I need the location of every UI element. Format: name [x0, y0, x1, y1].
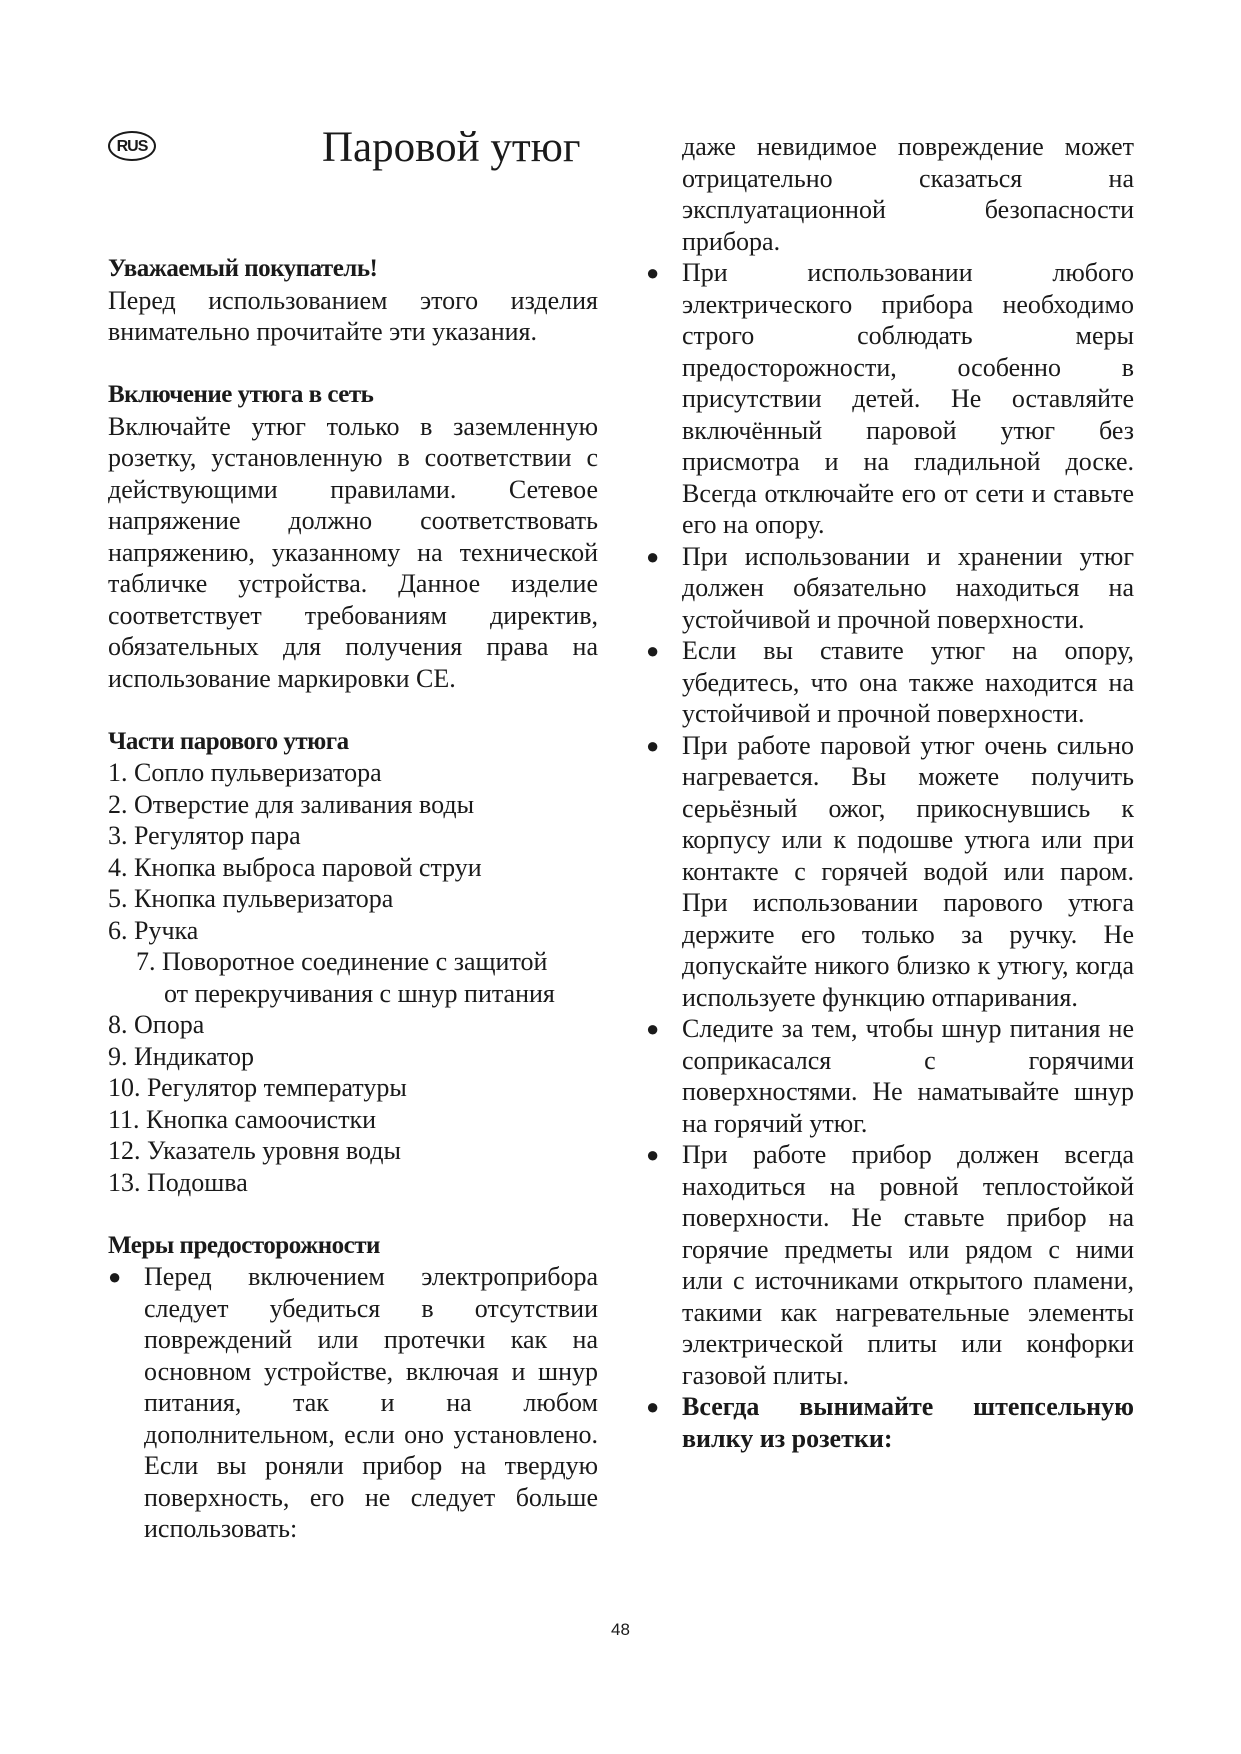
bullet-icon: ● — [646, 260, 660, 285]
safety-bullet-text: Всегда вынимайте штепсельную вилку из розетки: — [682, 1392, 1134, 1453]
bullet-icon: ● — [646, 1394, 660, 1419]
bullet-icon: ● — [646, 543, 660, 569]
safety-bullet-text: Если вы ставите утюг на опору, убедитесь, что она также находится на устойчивой и прочной поверхности. — [682, 636, 1134, 728]
bullet-continuation: даже невидимое повреждение может отрицательно сказаться на эксплуатационной безопасности прибора. — [682, 132, 1134, 256]
safety-heading: Меры предосторожности — [108, 1231, 380, 1259]
safety-bullet-item-bold — [646, 1391, 1134, 1454]
safety-bullet-text: При работе паровой утюг очень сильно нагревается. Вы можете получить серьёзный ожог, прикоснувшись к корпусу или к подошве утюга или при контакте с горячей водой или паром. При использовании парового утюга держите его только за ручку. Не допускайте никого близко к утюгу, когда используете функцию отпаривания. — [682, 730, 1134, 1012]
greeting-heading: Уважаемый покупатель! — [108, 255, 378, 282]
page-number: 48 — [611, 1620, 630, 1639]
safety-bullet-text: Перед включением электроприбора следует убедиться в отсутствии повреждений или протечки как на основном устройстве, включая и шнур питания, так и на любом дополнительном, если оно установлено. Если вы роняли прибор на твердую поверхность, его не следует больше использовать: — [144, 1262, 598, 1543]
bullet-icon: ● — [646, 638, 660, 663]
parts-heading: Части парового утюга — [108, 727, 349, 755]
safety-list-start — [108, 1261, 598, 1545]
safety-bullet-item — [646, 730, 1134, 1014]
left-column — [108, 253, 598, 1545]
greeting-text: Перед использованием этого изделия внимательно прочитайте эти указания. — [108, 285, 598, 346]
parts-list-item: 7. Поворотное соединение с защитой от перекручивания с шнур питания — [136, 947, 555, 1008]
parts-list-item: 11. Кнопка самоочистки — [108, 1104, 377, 1134]
safety-bullet-text: При использовании любого электрического прибора необходимо строго соблюдать меры предосторожности, особенно в присутствии детей. Не оставляйте включённый паровой утюг без присмотра и на гладильной доске. Всегда отключайте его от сети и ставьте его на опору. — [682, 258, 1134, 539]
parts-list — [108, 757, 598, 1198]
safety-bullet-text: При использовании и хранении утюг должен обязательно находиться на устойчивой и прочной поверхности. — [682, 541, 1134, 634]
parts-list-item: 1. Сопло пульверизатора — [108, 758, 382, 787]
safety-bullet-item — [646, 1139, 1134, 1391]
right-column — [646, 131, 1134, 1454]
safety-bullet-item — [646, 635, 1134, 730]
page-title: Паровой утюг — [322, 124, 581, 171]
language-badge: RUS — [108, 131, 156, 161]
power-text: Включайте утюг только в заземленную розетку, установленную в соответствии с действующими правилами. Сетевое напряжение должно соответствовать напряжению, указанному на технической табличке устройства. Данное изделие соответствует требованиям директив, обязательных для получения права на использование маркировки CE. — [108, 411, 598, 693]
parts-list-item: 12. Указатель уровня воды — [108, 1136, 401, 1165]
safety-bullet-item — [646, 1013, 1134, 1139]
parts-list-item: 3. Регулятор пара — [108, 821, 301, 850]
safety-bullet-text: Следите за тем, чтобы шнур питания не соприкасался с горячими поверхностями. Не наматывайте шнур на горячий утюг. — [682, 1014, 1134, 1138]
bullet-icon: ● — [646, 1142, 660, 1167]
parts-list-item: 10. Регулятор температуры — [108, 1073, 407, 1102]
safety-bullet-item — [646, 257, 1134, 541]
parts-list-item: 13. Подошва — [108, 1167, 248, 1197]
safety-list — [646, 257, 1134, 1454]
safety-bullet-item — [646, 541, 1134, 636]
parts-list-item: 8. Опора — [108, 1010, 205, 1039]
parts-list-item: 4. Кнопка выброса паровой струи — [108, 852, 482, 882]
parts-list-item: 9. Индикатор — [108, 1041, 254, 1071]
parts-list-item: 6. Ручка — [108, 915, 199, 945]
parts-list-item: 2. Отверстие для заливания воды — [108, 789, 475, 819]
bullet-icon: ● — [646, 1016, 660, 1041]
power-heading: Включение утюга в сеть — [108, 381, 374, 408]
bullet-icon: ● — [646, 732, 660, 758]
parts-list-item: 5. Кнопка пульверизатора — [108, 884, 394, 913]
safety-bullet-text: При работе прибор должен всегда находиться на ровной теплостойкой поверхности. Не ставьте прибор на горячие предметы или рядом с ними или с источниками открытого пламени, такими как нагревательные элементы электрической плиты или конфорки газовой плиты. — [682, 1140, 1134, 1390]
bullet-icon: ● — [108, 1264, 122, 1289]
safety-bullet-item — [108, 1261, 598, 1545]
